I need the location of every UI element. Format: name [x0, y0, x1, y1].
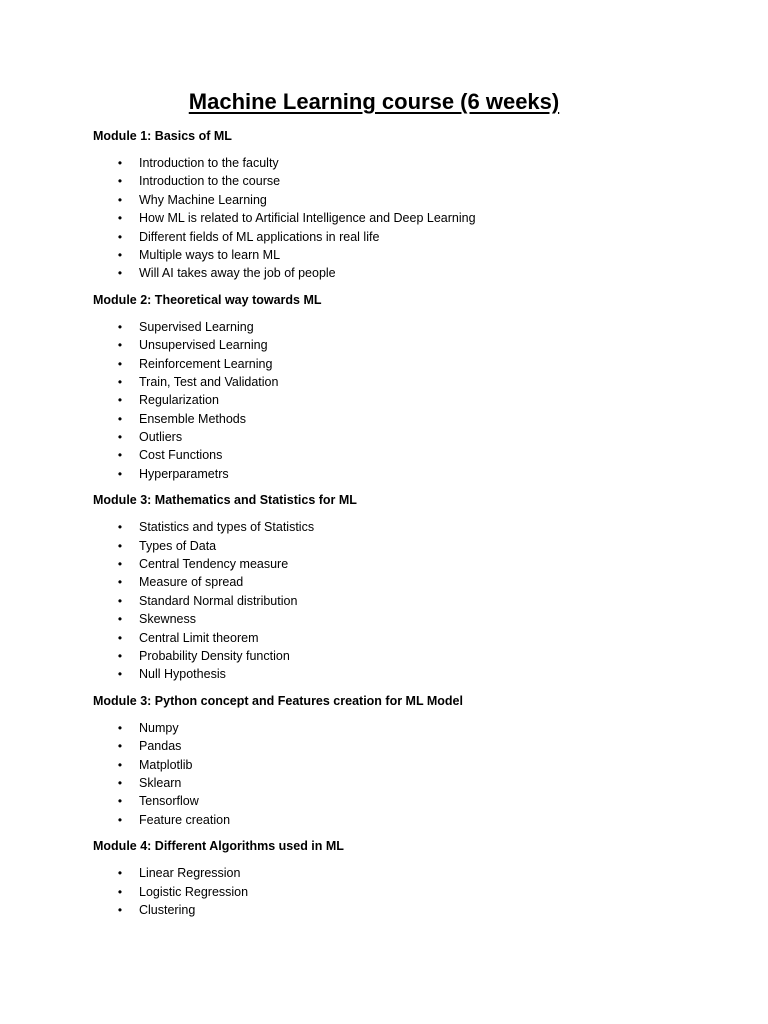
bullet-icon: • — [117, 884, 123, 899]
bullet-icon: • — [117, 356, 123, 371]
bullet-icon: • — [117, 466, 123, 481]
list-item — [93, 391, 733, 409]
bullet-icon: • — [117, 794, 123, 809]
topic-list — [93, 719, 733, 829]
list-item-text: Measure of spread — [139, 575, 244, 590]
list-item-text: Introduction to the faculty — [139, 156, 279, 170]
list-item-text: Ensemble Methods — [139, 411, 247, 426]
module-list-container — [93, 127, 733, 927]
list-item-text: Regularization — [139, 393, 219, 408]
list-item — [93, 318, 733, 336]
list-item-text: Numpy — [139, 720, 179, 735]
list-item-text: Outliers — [139, 430, 183, 445]
list-item-text: Feature creation — [139, 812, 231, 827]
bullet-icon: • — [117, 156, 123, 170]
module-heading: Module 3: Mathematics and Statistics for ML — [93, 493, 357, 508]
bullet-icon: • — [117, 575, 123, 590]
list-item — [93, 883, 733, 901]
bullet-icon: • — [117, 247, 123, 262]
list-item — [93, 555, 733, 573]
bullet-icon: • — [117, 902, 123, 917]
module-heading: Module 4: Different Algorithms used in ML — [93, 839, 344, 854]
list-item — [93, 537, 733, 555]
list-item — [93, 573, 733, 591]
document-title: Machine Learning course (6 weeks) — [188, 89, 560, 114]
module-section — [93, 692, 733, 829]
module-section — [93, 837, 733, 919]
bullet-icon: • — [117, 630, 123, 645]
bullet-icon: • — [117, 812, 123, 827]
list-item-text: Standard Normal distribution — [139, 593, 298, 608]
list-item — [93, 410, 733, 428]
list-item — [93, 901, 733, 919]
list-item-text: Will AI takes away the job of people — [139, 266, 336, 281]
list-item-text: Tensorflow — [139, 794, 199, 809]
topic-list — [93, 864, 733, 919]
module-heading: Module 3: Python concept and Features creation for ML Model — [93, 693, 463, 708]
list-item — [93, 864, 733, 882]
list-item-text: Pandas — [139, 739, 182, 754]
list-item — [93, 446, 733, 464]
list-item-text: Types of Data — [139, 538, 217, 553]
bullet-icon: • — [117, 866, 123, 881]
bullet-icon: • — [117, 266, 123, 281]
list-item — [93, 719, 733, 737]
bullet-icon: • — [117, 174, 123, 189]
list-item-text: Reinforcement Learning — [139, 356, 273, 371]
bullet-icon: • — [117, 319, 123, 334]
bullet-icon: • — [117, 538, 123, 553]
topic-list — [93, 318, 733, 484]
bullet-icon: • — [117, 667, 123, 682]
list-item-text: Central Tendency measure — [139, 557, 289, 572]
bullet-icon: • — [117, 720, 123, 735]
list-item — [93, 264, 733, 282]
bullet-icon: • — [117, 557, 123, 572]
list-item — [93, 355, 733, 373]
bullet-icon: • — [117, 593, 123, 608]
module-section — [93, 127, 733, 283]
list-item — [93, 246, 733, 264]
list-item-text: Why Machine Learning — [139, 192, 267, 207]
module-section — [93, 291, 733, 484]
list-item — [93, 665, 733, 683]
list-item-text: Supervised Learning — [139, 319, 254, 334]
list-item — [93, 336, 733, 354]
list-item — [93, 774, 733, 792]
list-item-text: Clustering — [139, 902, 196, 917]
list-item-text: Probability Density function — [139, 648, 290, 663]
list-item-text: Sklearn — [139, 775, 182, 790]
list-item-text: Linear Regression — [139, 866, 241, 881]
list-item — [93, 373, 733, 391]
list-item-text: Matplotlib — [139, 757, 193, 772]
list-item-text: Introduction to the course — [139, 174, 281, 189]
bullet-icon: • — [117, 374, 123, 389]
topic-list — [93, 154, 733, 283]
bullet-icon: • — [117, 757, 123, 772]
list-item-text: Unsupervised Learning — [139, 338, 268, 353]
list-item — [93, 756, 733, 774]
bullet-icon: • — [117, 612, 123, 627]
list-item — [93, 428, 733, 446]
list-item-text: Hyperparametrs — [139, 466, 229, 481]
list-item-text: Different fields of ML applications in real life — [139, 229, 380, 244]
list-item — [93, 792, 733, 810]
list-item — [93, 209, 733, 227]
list-item-text: Null Hypothesis — [139, 667, 226, 682]
bullet-icon: • — [117, 430, 123, 445]
module-section — [93, 491, 733, 684]
list-item — [93, 647, 733, 665]
bullet-icon: • — [117, 648, 123, 663]
list-item — [93, 518, 733, 536]
bullet-icon: • — [117, 211, 123, 226]
list-item-text: Skewness — [139, 612, 196, 627]
list-item-text: How ML is related to Artificial Intelligence and Deep Learning — [139, 211, 476, 226]
list-item — [93, 737, 733, 755]
bullet-icon: • — [117, 448, 123, 463]
bullet-icon: • — [117, 338, 123, 353]
bullet-icon: • — [117, 775, 123, 790]
list-item-text: Logistic Regression — [139, 884, 249, 899]
list-item — [93, 629, 733, 647]
module-heading: Module 1: Basics of ML — [93, 129, 232, 143]
list-item-text: Central Limit theorem — [139, 630, 259, 645]
list-item — [93, 172, 733, 190]
module-heading: Module 2: Theoretical way towards ML — [93, 292, 322, 307]
topic-list — [93, 518, 733, 684]
bullet-icon: • — [117, 739, 123, 754]
bullet-icon: • — [117, 192, 123, 207]
list-item — [93, 592, 733, 610]
bullet-icon: • — [117, 393, 123, 408]
list-item — [93, 154, 733, 172]
bullet-icon: • — [117, 520, 123, 535]
list-item-text: Train, Test and Validation — [139, 374, 279, 389]
list-item — [93, 610, 733, 628]
bullet-icon: • — [117, 411, 123, 426]
list-item — [93, 465, 733, 483]
list-item-text: Multiple ways to learn ML — [139, 247, 281, 262]
list-item — [93, 191, 733, 209]
bullet-icon: • — [117, 229, 123, 244]
list-item-text: Statistics and types of Statistics — [139, 520, 315, 535]
list-item — [93, 811, 733, 829]
list-item — [93, 228, 733, 246]
list-item-text: Cost Functions — [139, 448, 223, 463]
